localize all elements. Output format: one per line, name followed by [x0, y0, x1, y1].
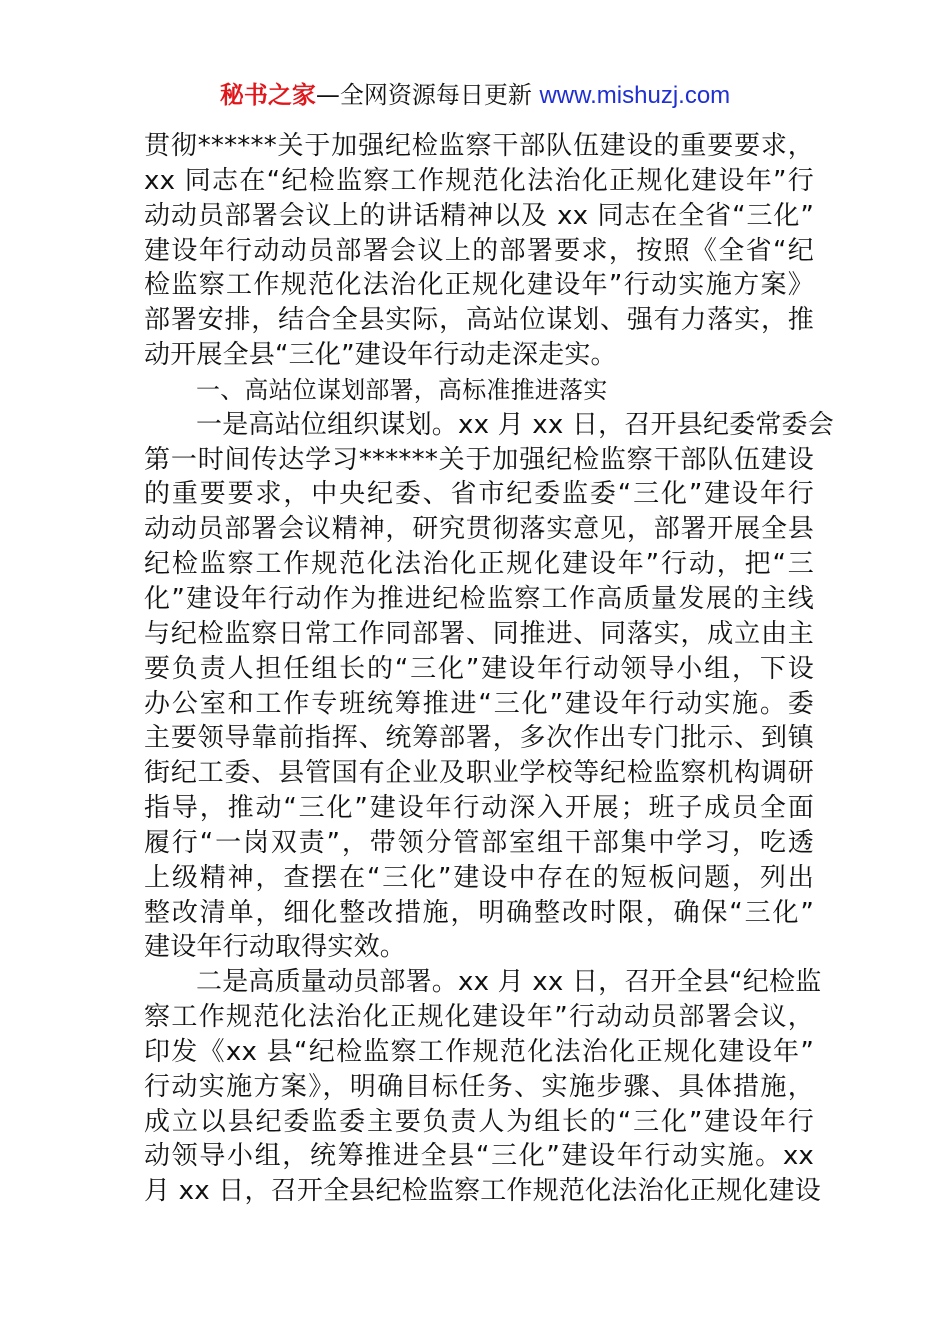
- text-line: 建设年行动动员部署会议上的部署要求，按照《全省“纪: [144, 235, 814, 266]
- text-line: 部署安排，结合全县实际，高站位谋划、强有力落实，推: [144, 305, 814, 336]
- text-line: 动动员部署会议精神，研究贯彻落实意见，部署开展全县: [144, 514, 814, 545]
- text-line: 检监察工作规范化法治化正规化建设年”行动实施方案》: [144, 270, 814, 301]
- text-line: 成立以县纪委监委主要负责人为组长的“三化”建设年行: [144, 1106, 814, 1137]
- text-line: 履行“一岗双责”，带领分管部室组干部集中学习，吃透: [144, 827, 814, 858]
- text-line: 印发《xx 县“纪检监察工作规范化法治化正规化建设年”: [144, 1036, 814, 1067]
- site-url-link[interactable]: www.mishuzj.com: [539, 82, 731, 109]
- site-tagline: —全网资源每日更新: [315, 81, 532, 109]
- text-line: xx 同志在“纪检监察工作规范化法治化正规化建设年”行: [144, 165, 814, 196]
- text-line: 月 xx 日，召开全县纪检监察工作规范化法治化正规化建设: [144, 1176, 821, 1207]
- text-line: 指导，推动“三化”建设年行动深入开展；班子成员全面: [144, 793, 814, 824]
- text-line: 第一时间传达学习******关于加强纪检监察干部队伍建设: [144, 444, 814, 475]
- text-line: 上级精神，查摆在“三化”建设中存在的短板问题，列出: [144, 862, 814, 893]
- text-line: 化”建设年行动作为推进纪检监察工作高质量发展的主线: [144, 583, 814, 614]
- text-line: 动领导小组，统筹推进全县“三化”建设年行动实施。xx: [144, 1141, 814, 1172]
- text-line: 行动实施方案》，明确目标任务、实施步骤、具体措施，: [144, 1071, 814, 1102]
- text-line: 办公室和工作专班统筹推进“三化”建设年行动实施。委: [144, 688, 814, 719]
- text-line: 动动员部署会议上的讲话精神以及 xx 同志在全省“三化”: [144, 200, 814, 231]
- text-line: 建设年行动取得实效。: [144, 932, 407, 963]
- text-line: 主要领导靠前指挥、统筹部署，多次作出专门批示、到镇: [144, 723, 814, 754]
- document-body: [144, 129, 834, 1209]
- site-header: [0, 78, 950, 113]
- text-line: 纪检监察工作规范化法治化正规化建设年”行动，把“三: [144, 549, 814, 580]
- text-line: 贯彻******关于加强纪检监察干部队伍建设的重要要求，: [144, 131, 814, 161]
- text-line: 一是高站位组织谋划。xx 月 xx 日，召开县纪委常委会: [196, 409, 834, 440]
- text-line: 整改清单，细化整改措施，明确整改时限，确保“三化”: [144, 897, 814, 928]
- section-heading: 一、高站位谋划部署，高标准推进落实: [196, 375, 608, 404]
- text-line: 察工作规范化法治化正规化建设年”行动动员部署会议，: [144, 1002, 814, 1033]
- text-line: 动开展全县“三化”建设年行动走深走实。: [144, 340, 617, 371]
- text-line: 街纪工委、县管国有企业及职业学校等纪检监察机构调研: [144, 758, 814, 789]
- text-line: 的重要要求，中央纪委、省市纪委监委“三化”建设年行: [144, 479, 814, 510]
- text-line: 要负责人担任组长的“三化”建设年行动领导小组，下设: [144, 653, 814, 684]
- site-brand: 秘书之家: [219, 81, 316, 109]
- text-line: 二是高质量动员部署。xx 月 xx 日，召开全县“纪检监: [196, 967, 822, 998]
- text-line: 与纪检监察日常工作同部署、同推进、同落实，成立由主: [144, 618, 814, 649]
